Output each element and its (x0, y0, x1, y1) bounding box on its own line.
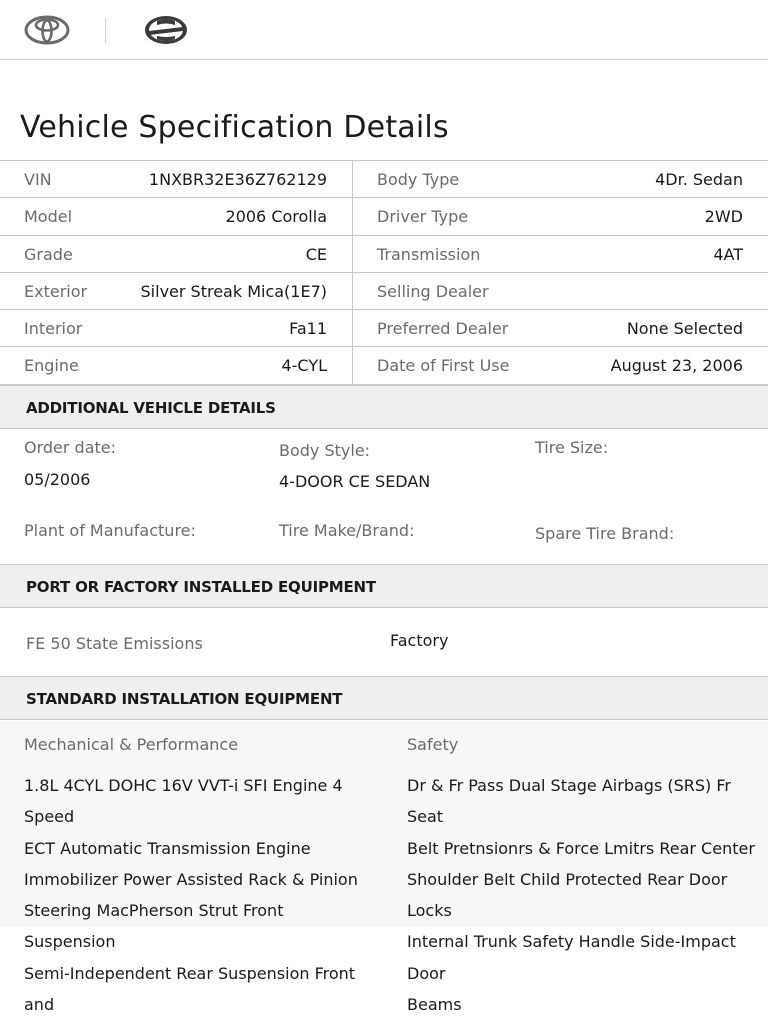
spec-label: VIN (24, 170, 52, 189)
spec-value: Fa11 (289, 319, 327, 339)
additional-details-header (0, 385, 768, 429)
order-date-value: 05/2006 (24, 470, 91, 489)
mechanical-line: Steering MacPherson Strut Front Suspension (24, 901, 284, 952)
body-style-label: Body Style: (279, 441, 371, 460)
safety-line: Internal Trunk Safety Handle Side-Impact Door (407, 932, 736, 983)
spec-row (0, 236, 768, 273)
spec-label: Preferred Dealer (377, 319, 509, 339)
spec-value: None Selected (626, 319, 743, 339)
port-factory-header (0, 564, 768, 608)
spec-label: Selling Dealer (377, 281, 489, 301)
safety-line: Beams (407, 995, 462, 1015)
spec-row (0, 310, 768, 347)
spec-row (0, 347, 768, 384)
spec-table (0, 160, 768, 385)
spec-label: Exterior (24, 281, 88, 301)
spec-row (0, 198, 768, 235)
safety-column (407, 735, 762, 1020)
column-divider (352, 161, 353, 197)
section-heading: PORT OR FACTORY INSTALLED EQUIPMENT (26, 578, 376, 596)
tire-make-label: Tire Make/Brand: (279, 521, 415, 540)
spec-label: Date of First Use (377, 356, 510, 376)
spec-value: 4Dr. Sedan (655, 170, 743, 189)
spec-label: Driver Type (377, 207, 469, 227)
spec-value: CE (305, 244, 327, 264)
toyota-logo-icon[interactable] (24, 14, 70, 50)
spec-label: Engine (24, 356, 79, 376)
mechanical-list (24, 770, 374, 1020)
mechanical-heading: Mechanical & Performance (24, 735, 239, 754)
section-heading: ADDITIONAL VEHICLE DETAILS (26, 399, 276, 417)
safety-line: Belt Pretnsionrs & Force Lmitrs Rear Center (407, 838, 755, 858)
spec-value: August 23, 2006 (610, 356, 743, 376)
section-heading: STANDARD INSTALLATION EQUIPMENT (26, 690, 343, 708)
mechanical-line: Semi-Independent Rear Suspension Front and (24, 963, 356, 1015)
mechanical-line: Immobilizer Power Assisted Rack & Pinion (24, 869, 358, 889)
spec-label: Model (24, 207, 73, 227)
column-divider (352, 273, 353, 309)
safety-list (407, 770, 762, 1020)
mechanical-line: 1.8L 4CYL DOHC 16V VVT-i SFI Engine 4 Speed (24, 776, 343, 827)
spec-label: Transmission (377, 244, 481, 264)
spec-value: 1NXBR32E36Z762129 (148, 170, 327, 189)
logo-divider (105, 18, 106, 43)
spec-label: Body Type (377, 170, 460, 189)
spec-label: Interior (24, 319, 83, 339)
spec-value: Silver Streak Mica(1E7) (140, 281, 327, 301)
mechanical-column (24, 735, 374, 1020)
tire-size-label: Tire Size: (535, 438, 609, 457)
safety-heading: Safety (407, 735, 459, 754)
mechanical-line: ECT Automatic Transmission Engine (24, 838, 311, 858)
spec-label: Grade (24, 244, 73, 264)
equipment-item-name: FE 50 State Emissions (26, 634, 203, 653)
safety-line: Dr & Fr Pass Dual Stage Airbags (SRS) Fr Seat (407, 776, 731, 827)
site-header (0, 0, 768, 60)
safety-line: Shoulder Belt Child Protected Rear Door Locks (407, 869, 728, 921)
spare-tire-brand-label: Spare Tire Brand: (535, 524, 675, 543)
spec-value: 4AT (713, 244, 743, 264)
plant-of-manufacture-label: Plant of Manufacture: (24, 521, 196, 540)
scion-logo-icon[interactable] (143, 14, 189, 50)
standard-equipment-panel (0, 721, 768, 1015)
spec-value: 4-CYL (281, 356, 327, 376)
column-divider (352, 236, 353, 272)
spec-row (0, 273, 768, 310)
standard-equipment-header (0, 676, 768, 720)
column-divider (352, 347, 353, 383)
order-date-label: Order date: (24, 438, 117, 457)
spec-value: 2WD (704, 207, 743, 227)
body-style-value: 4-DOOR CE SEDAN (279, 472, 431, 491)
equipment-item-source: Factory (390, 631, 449, 650)
column-divider (352, 198, 353, 234)
spec-value: 2006 Corolla (225, 207, 327, 227)
page-title: Vehicle Specification Details (20, 110, 449, 145)
column-divider (352, 310, 353, 346)
spec-row (0, 161, 768, 198)
